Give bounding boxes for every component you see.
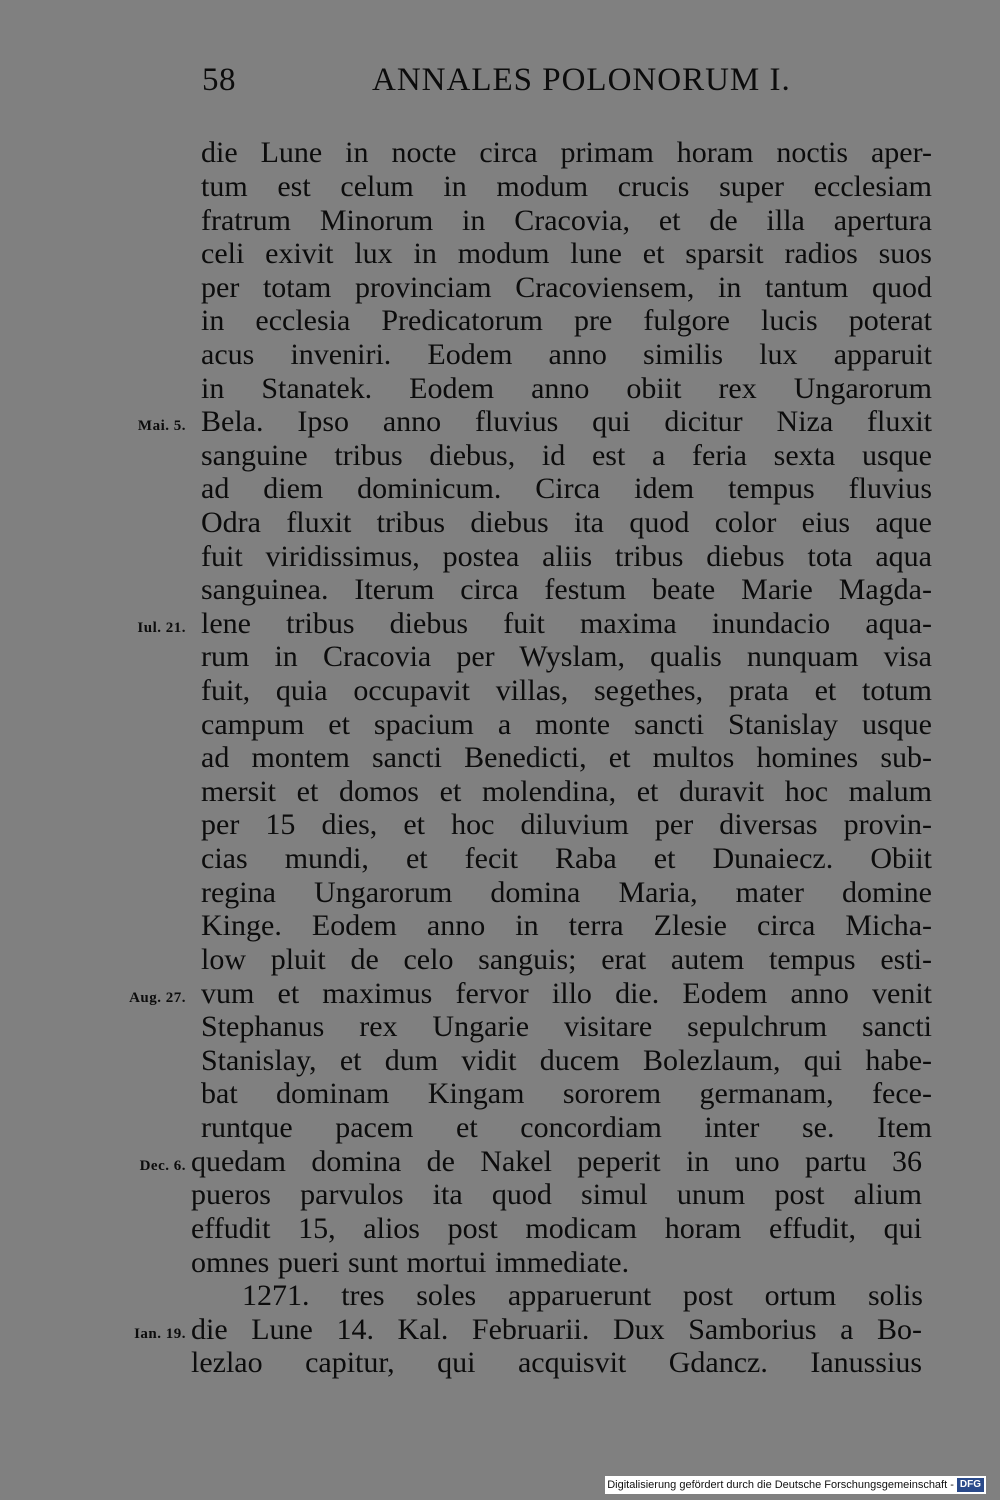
margin-date: Ian. 19. — [134, 1326, 186, 1342]
text-line — [0, 204, 1000, 238]
text-line — [0, 1313, 1000, 1347]
text-line — [0, 674, 1000, 708]
line-text: Odra fluxit tribus diebus ita quod color eius aque — [201, 506, 932, 539]
line-text: Stephanus rex Ungarie visitare sepulchrum sancti — [201, 1010, 932, 1043]
line-text: runtque pacem et concordiam inter se. Item — [201, 1111, 932, 1144]
text-line — [0, 977, 1000, 1011]
line-text: acus inveniri. Eodem anno similis lux apparuit — [201, 338, 932, 371]
line-text: quedam domina de Nakel peperit in uno partu 36 — [191, 1145, 922, 1178]
line-text: in Stanatek. Eodem anno obiit rex Ungarorum — [201, 372, 932, 405]
digitization-credit — [605, 1476, 986, 1494]
line-text: bat dominam Kingam sororem germanam, fece- — [201, 1077, 932, 1110]
text-line — [0, 1077, 1000, 1111]
text-line — [0, 170, 1000, 204]
line-text: fratrum Minorum in Cracovia, et de illa apertura — [201, 204, 932, 237]
text-line — [0, 472, 1000, 506]
line-text: 1271. tres soles apparuerunt post ortum solis — [242, 1279, 923, 1312]
line-text: in ecclesia Predicatorum pre fulgore lucis poterat — [201, 304, 932, 337]
line-text: regina Ungarorum domina Maria, mater domine — [201, 876, 932, 909]
line-text: Stanislay, et dum vidit ducem Bolezlaum, qui habe- — [201, 1044, 932, 1077]
line-text: lezlao capitur, qui acquisvit Gdancz. Ianussius — [191, 1346, 922, 1379]
text-line — [0, 808, 1000, 842]
line-text: die Lune in nocte circa primam horam noctis aper- — [201, 136, 932, 169]
text-line — [0, 439, 1000, 473]
text-line — [0, 842, 1000, 876]
text-line — [0, 1145, 1000, 1179]
text-line — [0, 640, 1000, 674]
line-text: ad montem sancti Benedicti, et multos homines sub- — [201, 741, 932, 774]
text-line — [0, 909, 1000, 943]
margin-date: Iul. 21. — [137, 620, 186, 636]
line-text: rum in Cracovia per Wyslam, qualis nunquam visa — [201, 640, 932, 673]
text-line — [0, 405, 1000, 439]
text-line — [0, 136, 1000, 170]
line-text: per totam provinciam Cracoviensem, in tantum quod — [201, 271, 932, 304]
text-line — [0, 372, 1000, 406]
line-text: ad diem dominicum. Circa idem tempus fluvius — [201, 472, 932, 505]
line-text: low pluit de celo sanguis; erat autem tempus esti- — [201, 943, 932, 976]
line-text: omnes pueri sunt mortui immediate. — [191, 1246, 630, 1279]
text-line — [0, 943, 1000, 977]
text-line — [0, 1044, 1000, 1078]
line-text: lene tribus diebus fuit maxima inundacio aqua- — [201, 607, 932, 640]
text-line — [0, 741, 1000, 775]
text-line — [0, 775, 1000, 809]
line-text: pueros parvulos ita quod simul unum post alium — [191, 1178, 922, 1211]
text-line — [0, 304, 1000, 338]
text-line — [0, 506, 1000, 540]
text-line — [0, 607, 1000, 641]
dfg-logo: DFG — [957, 1478, 984, 1492]
line-text: campum et spacium a monte sancti Stanislay usque — [201, 708, 932, 741]
line-text: sanguinea. Iterum circa festum beate Marie Magda- — [201, 573, 932, 606]
text-line — [0, 1010, 1000, 1044]
line-text: Bela. Ipso anno fluvius qui dicitur Niza fluxit — [201, 405, 932, 438]
line-text: effudit 15, alios post modicam horam effudit, qui — [191, 1212, 922, 1245]
text-line — [0, 1279, 1000, 1313]
line-text: per 15 dies, et hoc diluvium per diversas provin- — [201, 808, 932, 841]
text-line — [0, 1346, 1000, 1380]
line-text: die Lune 14. Kal. Februarii. Dux Samborius a Bo- — [191, 1313, 922, 1346]
text-line — [0, 1246, 1000, 1280]
text-line — [0, 573, 1000, 607]
margin-date: Dec. 6. — [139, 1158, 186, 1174]
credit-text: Digitalisierung gefördert durch die Deutsche Forschungsgemeinschaft - — [607, 1479, 954, 1491]
text-line — [0, 237, 1000, 271]
line-text: celi exivit lux in modum lune et sparsit radios suos — [201, 237, 932, 270]
line-text: fuit viridissimus, postea aliis tribus diebus tota aqua — [201, 540, 932, 573]
text-line — [0, 338, 1000, 372]
line-text: Kinge. Eodem anno in terra Zlesie circa Micha- — [201, 909, 932, 942]
page-number: 58 — [202, 62, 236, 98]
text-line — [0, 1178, 1000, 1212]
running-title: ANNALES POLONORUM I. — [372, 62, 791, 98]
line-text: tum est celum in modum crucis super ecclesiam — [201, 170, 932, 203]
text-line — [0, 876, 1000, 910]
text-line — [0, 1212, 1000, 1246]
line-text: fuit, quia occupavit villas, segethes, prata et totum — [201, 674, 932, 707]
text-line — [0, 540, 1000, 574]
text-line — [0, 271, 1000, 305]
line-text: cias mundi, et fecit Raba et Dunaiecz. Obiit — [201, 842, 932, 875]
line-text: mersit et domos et molendina, et duravit hoc malum — [201, 775, 932, 808]
line-text: vum et maximus fervor illo die. Eodem anno venit — [201, 977, 932, 1010]
margin-date: Aug. 27. — [129, 990, 186, 1006]
page-header — [0, 62, 1000, 112]
margin-date: Mai. 5. — [137, 418, 186, 434]
line-text: sanguine tribus diebus, id est a feria sexta usque — [201, 439, 932, 472]
text-line — [0, 708, 1000, 742]
text-line — [0, 1111, 1000, 1145]
